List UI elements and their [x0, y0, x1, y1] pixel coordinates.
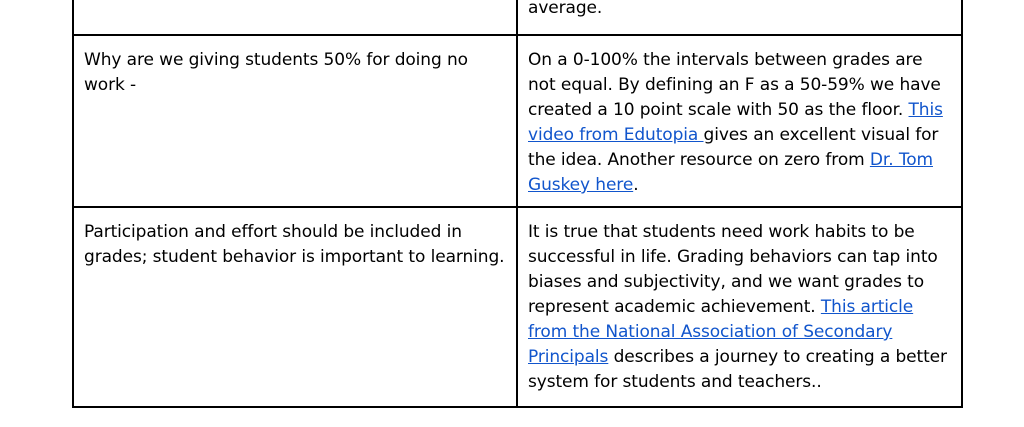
table-row [73, 0, 962, 35]
table-cell-left [73, 207, 517, 407]
table-cell-right [517, 0, 962, 35]
cell-text: average. [528, 0, 603, 18]
guskey-link[interactable]: Dr. Tom Guskey here [528, 150, 933, 195]
answer-text: It is true that students need work habits to be successful in life. Grading behaviors can tap into biases and subjectivity, and we want grades to represent academic achievement. [528, 222, 938, 317]
table-cell-left [73, 35, 517, 207]
question-text: Why are we giving students 50% for doing no work - [84, 50, 468, 95]
table-row [73, 207, 962, 407]
faq-table [72, 0, 963, 408]
table-row [73, 35, 962, 207]
answer-text: describes a journey to creating a better system for students and teachers.. [528, 347, 947, 392]
table-cell-left [73, 0, 517, 35]
nassp-article-link[interactable]: This article from the National Association of Secondary Principals [528, 297, 914, 367]
table-cell-right [517, 35, 962, 207]
question-text: Participation and effort should be included in grades; student behavior is important to learning. [84, 222, 505, 267]
answer-text: On a 0-100% the intervals between grades are not equal. By defining an F as a 50-59% we have created a 10 point scale with 50 as the floor. [528, 50, 941, 120]
answer-text: . [633, 175, 639, 195]
answer-text: gives an excellent visual for the idea. Another resource on zero from [528, 125, 939, 170]
edutopia-video-link[interactable]: This video from Edutopia [528, 100, 943, 145]
table-cell-right [517, 207, 962, 407]
